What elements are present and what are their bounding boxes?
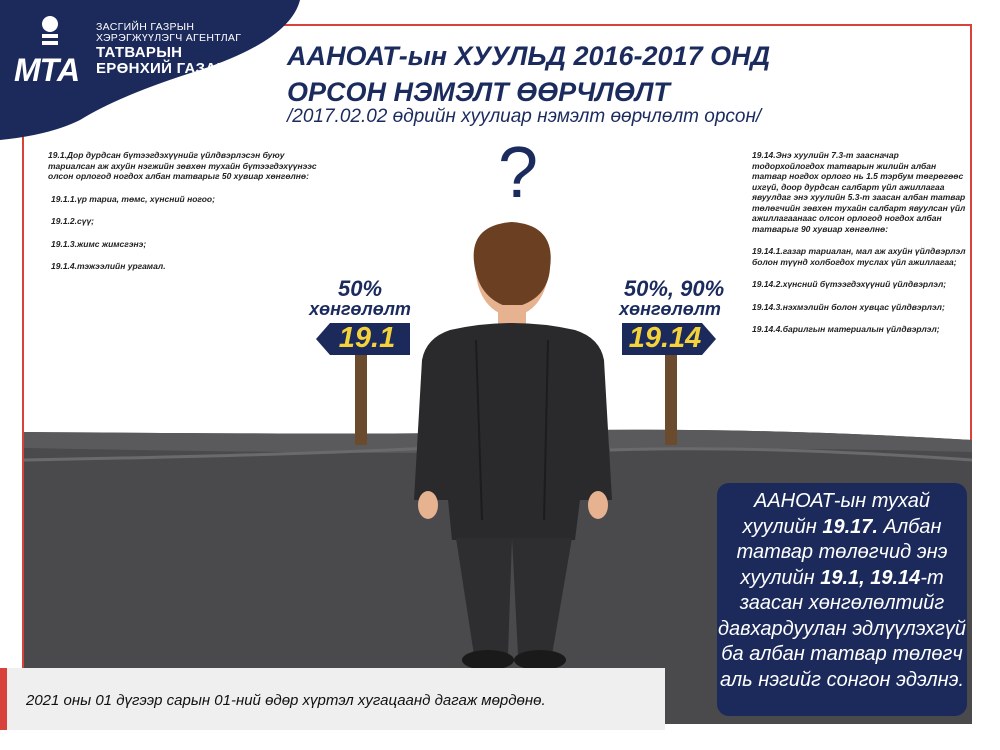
left-item: 19.1.1.үр тариа, төмс, хүнсний ногоо; [51, 193, 215, 204]
agency-name [96, 22, 241, 77]
law-note-box [717, 483, 967, 716]
right-item: 19.14.1.газар тариалан, мал аж ахуйн үйлдвэрлэл болон түүнд холбогдох туслах үйл ажиллагаа; [752, 246, 966, 267]
note-bold-2: 19.1, 19.14 [820, 566, 921, 589]
right-law-text [752, 150, 970, 335]
agency-line-2: ХЭРЭГЖҮҮЛЭГЧ АГЕНТЛАГ [96, 32, 242, 45]
sign-right-code: 19.14 [628, 322, 702, 354]
agency-line-1: ЗАСГИЙН ГАЗРЫН [96, 21, 195, 33]
sign-right-label: хөнгөлөлт [619, 299, 721, 319]
agency-line-4: ЕРӨНХИЙ ГАЗАР [96, 59, 227, 77]
sign-left-label: хөнгөлөлт [309, 299, 411, 319]
left-item: 19.1.2.сүү; [51, 216, 95, 226]
footer-accent [0, 668, 7, 730]
right-intro: 19.14.Энэ хуулийн 7.3-т заасначар тодорхойлогдох татварын жилийн албан татвар ногдох орлого нь 1.5 тэрбум төгрөгөөс ихгүй, доор дурдсан салбарт үйл ажиллагаа явуулдаг энэ хуулийн 5.3-т заасан албан татвар төлөгчийн зөвхөн тухайн салбарт явуулсан үйл ажиллагаанаас олсон орлогод ногдох албан татварыг 90 хувиар хөнгөлнө: [752, 150, 966, 234]
right-item: 19.14.4.барилгын материалын үйлдвэрлэл; [752, 324, 940, 334]
agency-line-3: ТАТВАРЫН [96, 43, 183, 61]
sign-left-code: 19.1 [338, 322, 396, 354]
footer-text: 2021 оны 01 дүгээр сарын 01-ний өдөр хүртэл хугацаанд дагаж мөрдөнө. [26, 692, 546, 709]
right-item: 19.14.2.хүнсний бүтээгдэхүүний үйлдвэрлэл; [752, 279, 947, 289]
note-text-3: -т заасан хөнгөлөлтийг давхардуулан эдлүүлэхгүй ба албан татвар төлөгч аль нэгийг сонгон эдэлнэ. [717, 566, 967, 691]
page-title [287, 38, 770, 110]
left-item: 19.1.3.жимс жимсгэнэ; [51, 238, 147, 249]
left-law-text [48, 150, 318, 272]
note-text-1: ААНОАТ-ын тухай хуулийн [742, 490, 930, 538]
left-intro: 19.1.Дор дурдсан бүтээгдэхүүнийг үйлдвэрлэсэн буюу тариалсан аж ахуйн нэгжийн зөвхөн тухайн бүтээгдэхүүнээс олсон орлогод ногдох албан татварыг 50 хувиар хөнгөлнө: [48, 150, 317, 181]
sign-left-percent: 50% [337, 276, 383, 301]
right-item: 19.14.3.нэхмэлийн болон хувцас үйлдвэрлэл; [752, 301, 945, 312]
agency-emblem-icon [38, 14, 62, 48]
page-subtitle: /2017.02.02 өдрийн хуулиар нэмэлт өөрчлөлт орсон/ [287, 106, 762, 127]
title-line-2: ОРСОН НЭМЭЛТ ӨӨРЧЛӨЛТ [287, 77, 670, 107]
note-text-2: Албан татвар төлөгчид энэ хуулийн [736, 515, 948, 589]
title-line-1: ААНОАТ-ын ХУУЛЬД 2016-2017 ОНД [287, 41, 771, 71]
sign-right-percent: 50%, 90% [623, 276, 725, 301]
note-bold-1: 19.17. [822, 515, 878, 538]
question-mark: ? [498, 133, 539, 213]
logo-mark: МТА [14, 52, 80, 88]
left-item: 19.1.4.тэжээлийн ургамал. [51, 261, 166, 271]
